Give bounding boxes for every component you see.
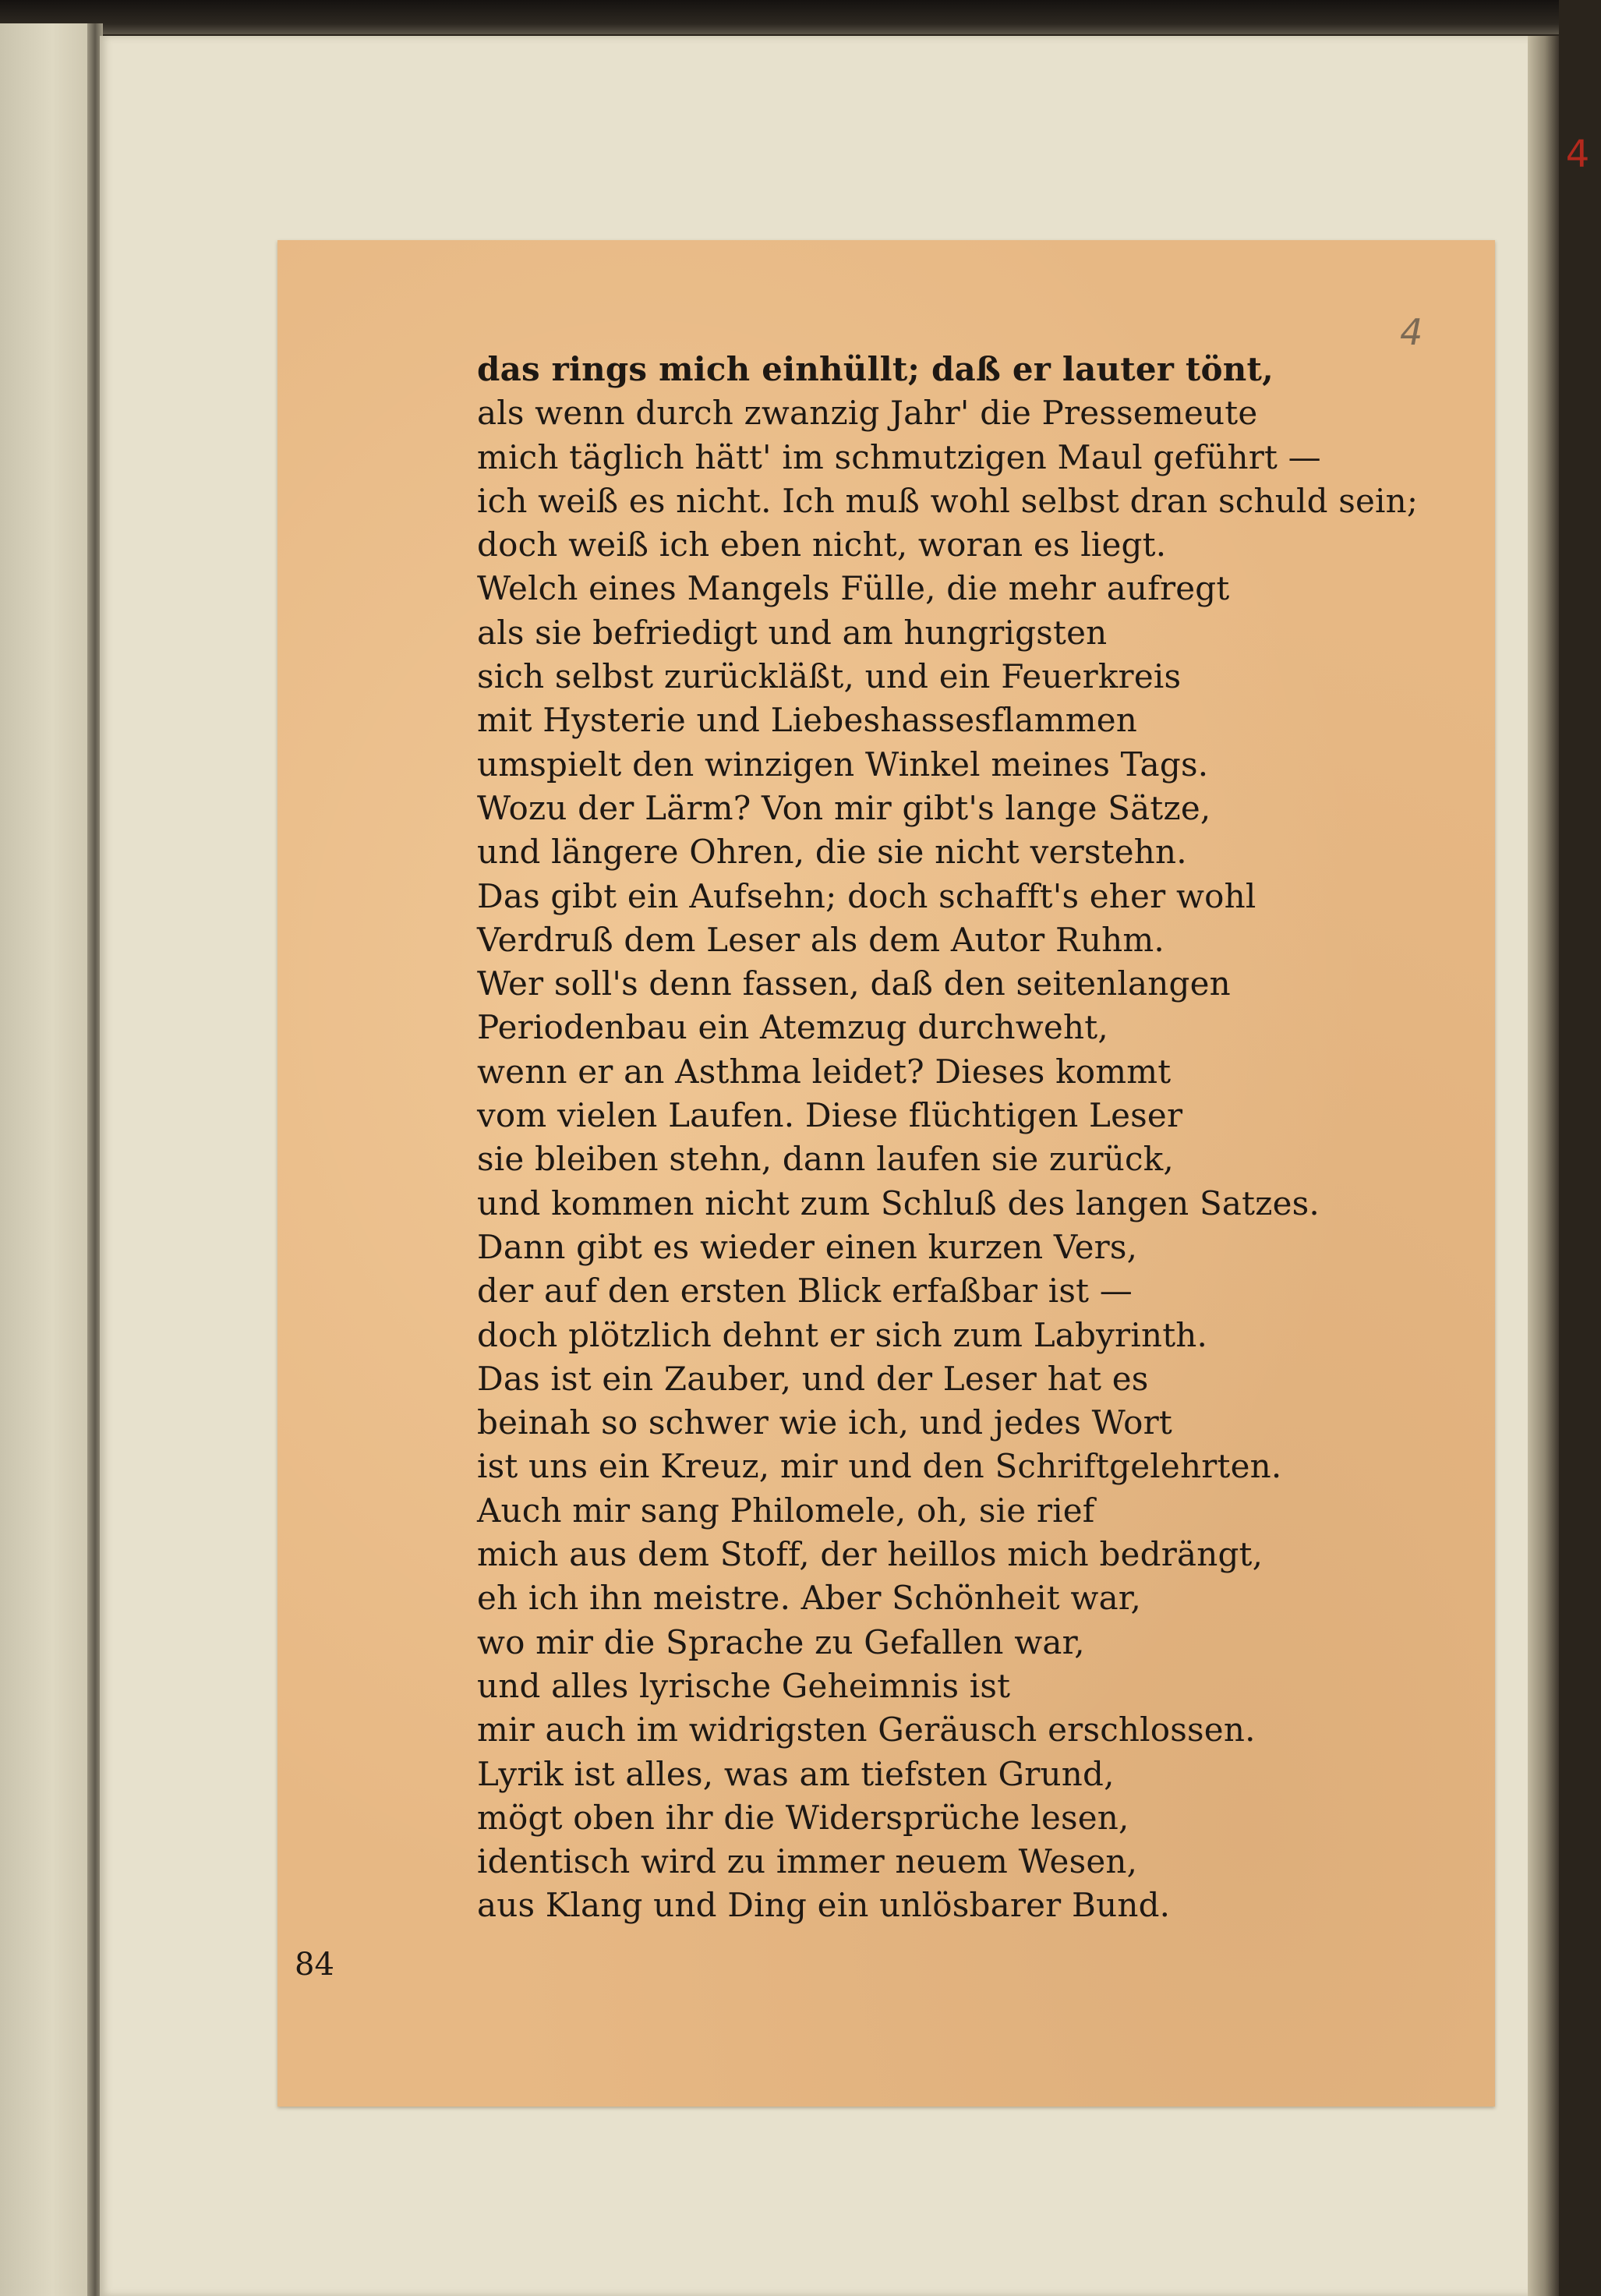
poem-line: und kommen nicht zum Schluß des langen Satzes. [477, 1183, 1320, 1222]
poem-line: Wozu der Lärm? Von mir gibt's lange Sätze, [477, 788, 1211, 827]
poem-line: doch weiß ich eben nicht, woran es liegt. [477, 525, 1167, 564]
poem-line: vom vielen Laufen. Diese flüchtigen Leser [477, 1096, 1183, 1135]
poem-line: Lyrik ist alles, was am tiefsten Grund, [477, 1754, 1115, 1793]
page-number: 84 [295, 1947, 334, 1983]
poem-line: als sie befriedigt und am hungrigsten [477, 613, 1108, 652]
poem-line: Periodenbau ein Atemzug durchweht, [477, 1008, 1108, 1047]
mount-page-right-edge [1528, 36, 1559, 2296]
poem-line: wo mir die Sprache zu Gefallen war, [477, 1622, 1085, 1661]
poem-line: aus Klang und Ding ein unlösbarer Bund. [477, 1886, 1171, 1925]
poem-line: mich täglich hätt' im schmutzigen Maul geführt — [477, 437, 1321, 476]
book-top-edge [0, 0, 1559, 34]
poem-line: doch plötzlich dehnt er sich zum Labyrinth. [477, 1315, 1208, 1354]
poem-line: Auch mir sang Philomele, oh, sie rief [477, 1491, 1095, 1530]
poem-line: Verdruß dem Leser als dem Autor Ruhm. [477, 920, 1165, 959]
poem-line: Dann gibt es wieder einen kurzen Vers, [477, 1227, 1138, 1266]
left-page-edge [0, 23, 87, 2296]
poem-line: beinah so schwer wie ich, und jedes Wort [477, 1403, 1172, 1442]
archive-number: 4 [1565, 133, 1590, 176]
poem-line: Das gibt ein Aufsehn; doch schafft's eher wohl [477, 876, 1256, 915]
poem-line: und längere Ohren, die sie nicht verstehn. [477, 833, 1187, 872]
poem-line: Das ist ein Zauber, und der Leser hat es [477, 1359, 1149, 1398]
poem-line: sich selbst zurückläßt, und ein Feuerkreis [477, 657, 1182, 696]
poem-line: ist uns ein Kreuz, mir und den Schriftgelehrten. [477, 1447, 1282, 1486]
poem-line: eh ich ihn meistre. Aber Schönheit war, [477, 1579, 1142, 1618]
poem-line: wenn er an Asthma leidet? Dieses kommt [477, 1052, 1172, 1091]
clipping-pencil-mark: 4 [1400, 311, 1423, 353]
poem-line: mögt oben ihr die Widersprüche lesen, [477, 1798, 1129, 1837]
poem-line: identisch wird zu immer neuem Wesen, [477, 1842, 1138, 1881]
poem-line: ich weiß es nicht. Ich muß wohl selbst dran schuld sein; [477, 481, 1419, 520]
poem-line: der auf den ersten Blick erfaßbar ist — [477, 1272, 1133, 1311]
poem-line: Welch eines Mangels Fülle, die mehr aufregt [477, 569, 1230, 608]
poem-line: sie bleiben stehn, dann laufen sie zurück, [477, 1140, 1174, 1179]
poem-line: mich aus dem Stoff, der heillos mich bedrängt, [477, 1535, 1263, 1574]
poem-line: mir auch im widrigsten Geräusch erschlossen. [477, 1711, 1256, 1749]
poem-line: und alles lyrische Geheimnis ist [477, 1666, 1011, 1705]
poem-text [477, 348, 1490, 1928]
poem-line: das rings mich einhüllt; daß er lauter tönt, [477, 350, 1274, 388]
poem-line: mit Hysterie und Liebeshassesflammen [477, 701, 1138, 740]
newspaper-clipping [277, 240, 1495, 2107]
poem-line: umspielt den winzigen Winkel meines Tags. [477, 745, 1209, 784]
poem-line: als wenn durch zwanzig Jahr' die Pressemeute [477, 394, 1258, 433]
poem-line: Wer soll's denn fassen, daß den seitenlangen [477, 964, 1231, 1003]
